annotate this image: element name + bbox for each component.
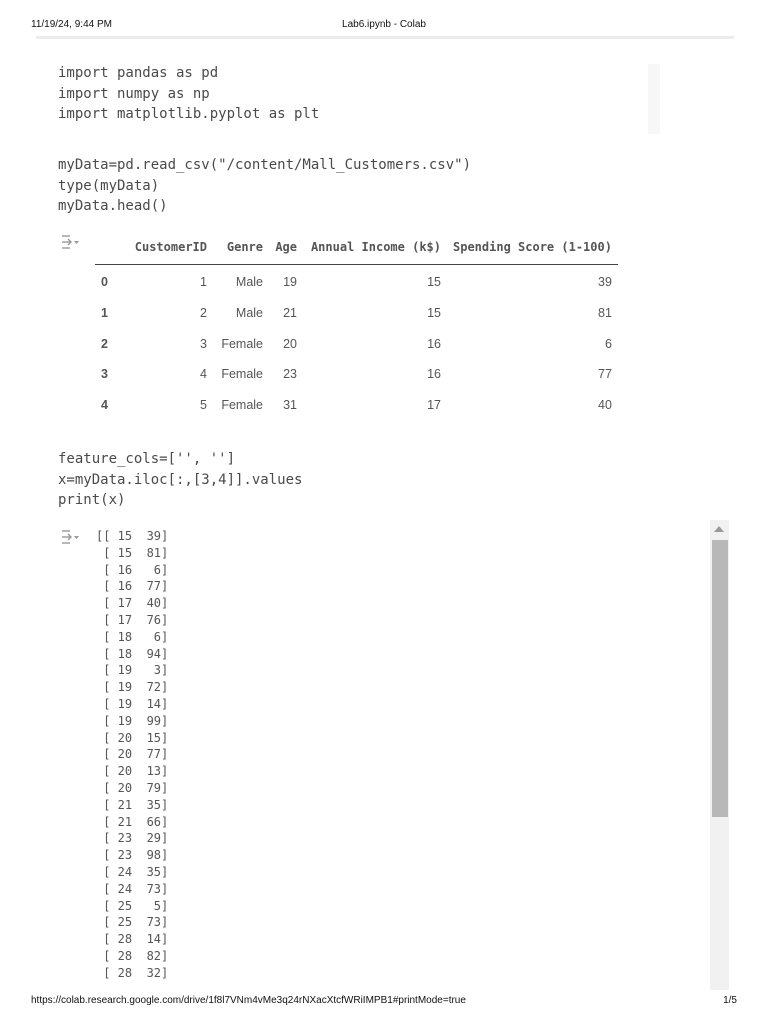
row-index: 0 bbox=[101, 274, 108, 289]
code-line: myData.head() bbox=[58, 198, 168, 214]
output-toggle-icon[interactable] bbox=[60, 233, 82, 251]
cell-run-area bbox=[648, 64, 660, 134]
code-line: import matplotlib.pyplot as plt bbox=[58, 106, 320, 122]
table-row bbox=[95, 390, 618, 421]
cell-spending-score: 77 bbox=[598, 367, 612, 382]
code-cell-read-csv[interactable] bbox=[58, 155, 471, 217]
output-line: [ 20 77] bbox=[96, 747, 169, 762]
code-line: import numpy as np bbox=[58, 85, 210, 102]
cell-customerid: 4 bbox=[200, 367, 207, 382]
output-line: [ 21 66] bbox=[96, 814, 169, 829]
output-line: [ 24 35] bbox=[96, 864, 169, 879]
code-cell-features[interactable] bbox=[58, 449, 302, 511]
column-header-customerid: CustomerID bbox=[125, 236, 213, 265]
cell-genre: Male bbox=[235, 306, 263, 321]
table-row bbox=[95, 265, 618, 299]
output-line: [ 16 6] bbox=[96, 562, 169, 577]
cell-annual-income: 15 bbox=[427, 274, 441, 289]
cell-spending-score: 6 bbox=[605, 336, 612, 351]
cell-spending-score: 39 bbox=[598, 274, 612, 289]
output-line: [ 18 94] bbox=[96, 646, 169, 661]
output-line: [ 20 13] bbox=[96, 764, 169, 779]
output-line: [ 17 76] bbox=[96, 612, 169, 627]
output-line: [ 25 5] bbox=[96, 898, 169, 913]
print-datetime: 11/19/24, 9:44 PM bbox=[31, 19, 112, 30]
code-line: import pandas as pd bbox=[58, 65, 219, 81]
cell-annual-income: 16 bbox=[427, 367, 441, 382]
code-line: feature_cols=['', ''] bbox=[58, 451, 236, 467]
cell-annual-income: 16 bbox=[427, 336, 441, 351]
output-line: [ 28 82] bbox=[96, 948, 169, 963]
table-row bbox=[95, 298, 618, 329]
cell-genre: Female bbox=[221, 367, 263, 382]
output-line: [ 20 79] bbox=[96, 780, 169, 795]
code-line: myData=pd.read_csv("/content/Mall_Customers.csv") bbox=[58, 157, 472, 173]
code-line: x=myData.iloc[:,[3,4]].values bbox=[58, 471, 303, 488]
scrollbar-thumb[interactable] bbox=[712, 540, 728, 817]
column-header-annual-income: Annual Income (k$) bbox=[303, 236, 447, 265]
column-header-age: Age bbox=[269, 236, 303, 265]
output-line: [ 28 14] bbox=[96, 932, 169, 947]
cell-age: 23 bbox=[283, 367, 297, 382]
code-line: print(x) bbox=[58, 492, 126, 508]
output-line: [ 17 40] bbox=[96, 596, 169, 611]
cell-age: 20 bbox=[283, 336, 297, 351]
cell-spending-score: 40 bbox=[598, 397, 612, 412]
cell-annual-income: 17 bbox=[427, 397, 441, 412]
cell-spending-score: 81 bbox=[598, 306, 612, 321]
row-index: 2 bbox=[101, 336, 108, 351]
cell-age: 19 bbox=[283, 274, 297, 289]
row-index: 3 bbox=[101, 367, 108, 382]
row-index: 4 bbox=[101, 397, 108, 412]
page-number: 1/5 bbox=[723, 995, 737, 1006]
column-header-index bbox=[95, 236, 125, 265]
cell-annual-income: 15 bbox=[427, 306, 441, 321]
output-line: [ 24 73] bbox=[96, 881, 169, 896]
cell-customerid: 3 bbox=[200, 336, 207, 351]
table-row bbox=[95, 329, 618, 360]
table-header-row bbox=[95, 236, 618, 265]
header-divider bbox=[36, 36, 734, 39]
cell-genre: Male bbox=[235, 274, 263, 289]
scroll-up-arrow-icon[interactable] bbox=[714, 526, 724, 532]
output-line: [ 19 72] bbox=[96, 680, 169, 695]
cell-genre: Female bbox=[221, 397, 263, 412]
output-line: [ 20 15] bbox=[96, 730, 169, 745]
output-line: [ 23 29] bbox=[96, 831, 169, 846]
table-row bbox=[95, 359, 618, 390]
cell-customerid: 5 bbox=[200, 397, 207, 412]
cell-genre: Female bbox=[221, 336, 263, 351]
row-index: 1 bbox=[101, 306, 108, 321]
output-line: [ 15 81] bbox=[96, 545, 169, 560]
output-line: [ 19 99] bbox=[96, 713, 169, 728]
cell-age: 31 bbox=[283, 397, 297, 412]
print-header bbox=[0, 0, 768, 40]
output-line: [ 19 14] bbox=[96, 696, 169, 711]
cell-customerid: 1 bbox=[200, 274, 207, 289]
code-cell-imports[interactable] bbox=[58, 63, 319, 125]
output-line: [ 18 6] bbox=[96, 629, 169, 644]
output-line: [ 25 73] bbox=[96, 915, 169, 930]
output-toggle-icon[interactable] bbox=[60, 528, 82, 546]
output-line: [ 19 3] bbox=[96, 663, 169, 678]
column-header-spending-score: Spending Score (1-100) bbox=[447, 236, 618, 265]
output-line: [ 23 98] bbox=[96, 848, 169, 863]
output-line: [ 21 35] bbox=[96, 797, 169, 812]
code-line: type(myData) bbox=[58, 177, 160, 194]
dataframe-table bbox=[95, 236, 618, 420]
output-line: [ 16 77] bbox=[96, 579, 169, 594]
cell-customerid: 2 bbox=[200, 306, 207, 321]
column-header-genre: Genre bbox=[213, 236, 269, 265]
output-line: [ 28 32] bbox=[96, 965, 169, 980]
print-url: https://colab.research.google.com/drive/1f8l7VNm4vMe3q24rNXacXtcfWRiIMPB1#printMode=true bbox=[31, 995, 466, 1006]
print-output bbox=[96, 528, 168, 982]
cell-age: 21 bbox=[283, 306, 297, 321]
output-line: [[ 15 39] bbox=[96, 529, 169, 543]
document-title: Lab6.ipynb - Colab bbox=[342, 19, 426, 30]
